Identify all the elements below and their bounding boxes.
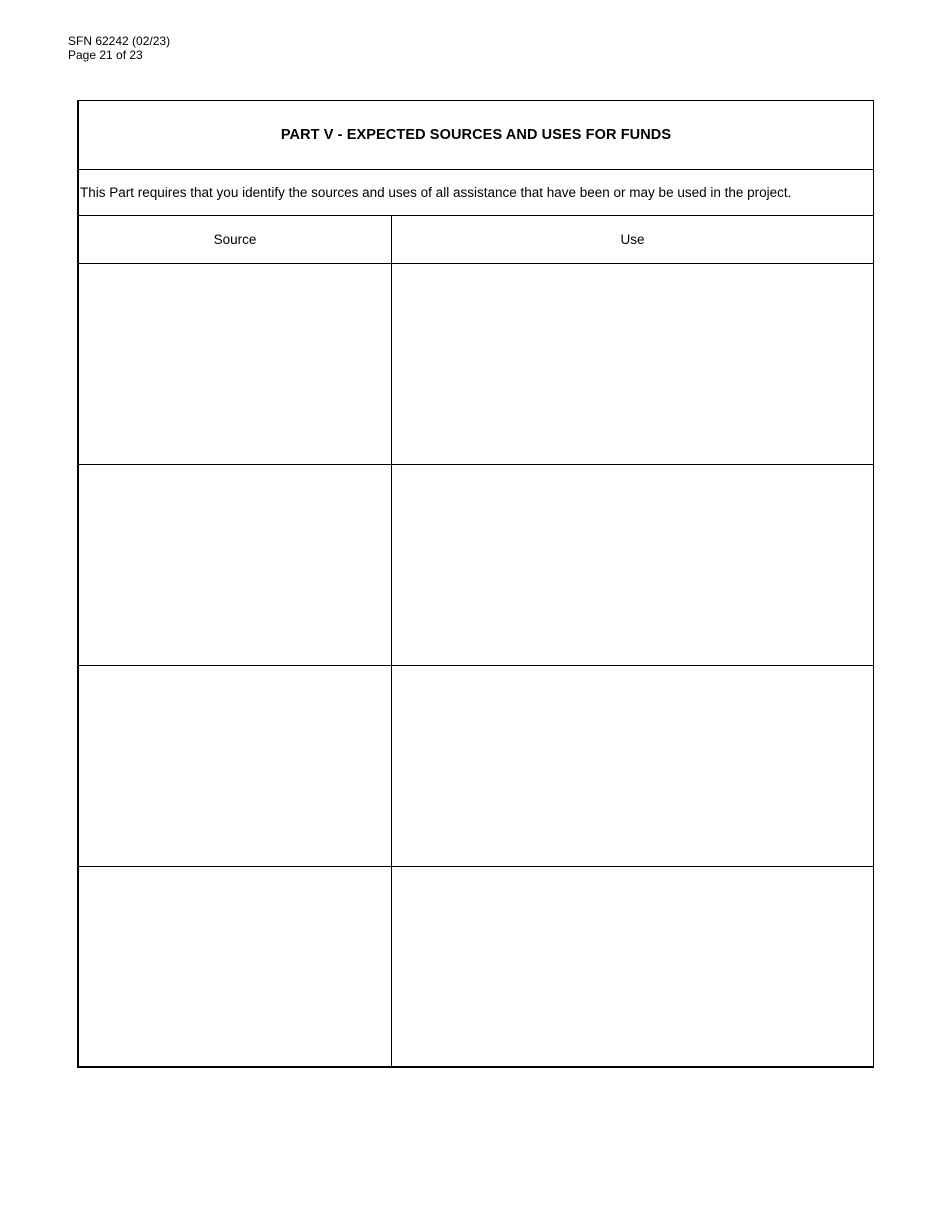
page-number: Page 21 of 23: [68, 48, 143, 62]
table-row: [79, 866, 873, 1067]
source-field-4[interactable]: [79, 866, 391, 1067]
column-header-use: Use: [620, 231, 645, 247]
source-field-3[interactable]: [79, 665, 391, 866]
page-header: [68, 34, 170, 62]
column-header-source: Source: [213, 231, 257, 247]
column-divider: [391, 216, 392, 1066]
use-field-4[interactable]: [393, 866, 873, 1067]
use-field-1[interactable]: [393, 263, 873, 464]
table-row: [79, 665, 873, 867]
sources-uses-table: [77, 100, 874, 1068]
part-instruction: This Part requires that you identify the sources and uses of all assistance that have been or may be used in the project.: [79, 169, 873, 216]
form-number: SFN 62242 (02/23): [68, 34, 171, 48]
use-field-3[interactable]: [393, 665, 873, 866]
source-field-1[interactable]: [79, 263, 391, 464]
table-row: [79, 464, 873, 666]
use-field-2[interactable]: [393, 464, 873, 665]
part-title: PART V - EXPECTED SOURCES AND USES FOR FUNDS: [79, 101, 873, 170]
table-header-row: [79, 216, 873, 264]
source-field-2[interactable]: [79, 464, 391, 665]
table-row: [79, 263, 873, 465]
